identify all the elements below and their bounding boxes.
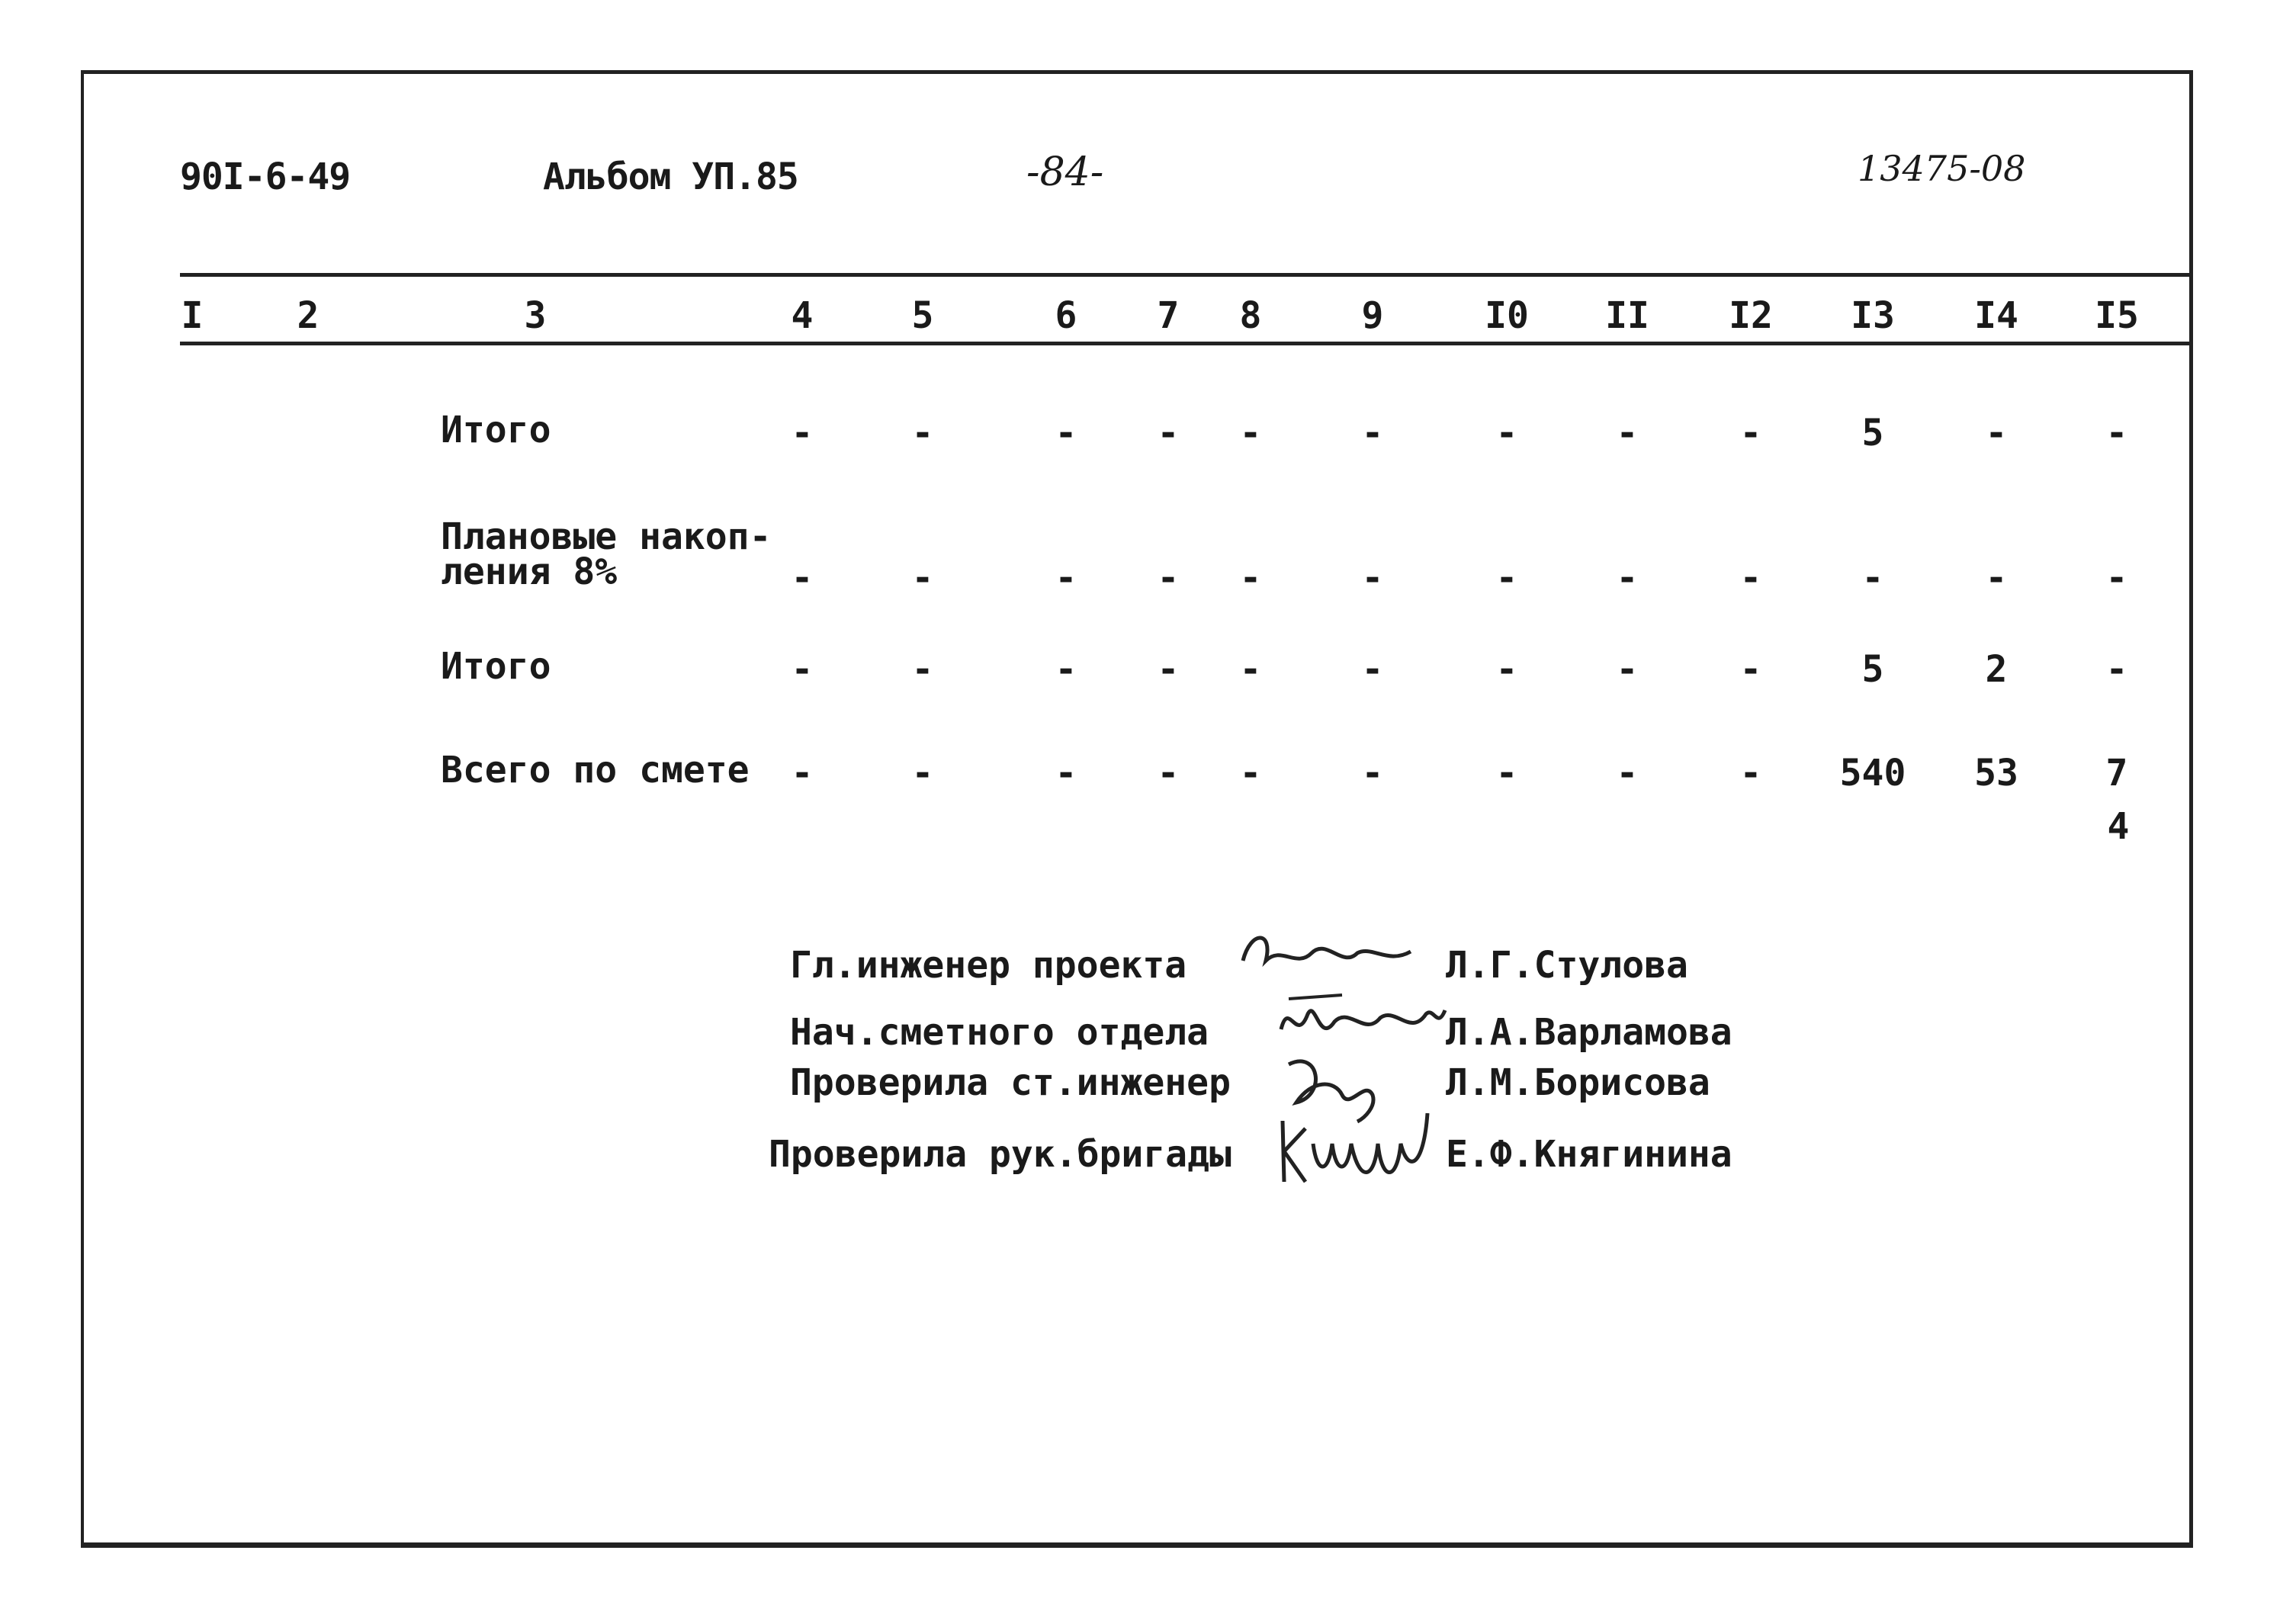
column-number: 4	[791, 294, 814, 337]
header-bottom-rule	[180, 342, 2193, 345]
row-label-planned-savings-line2: ления 8%	[441, 550, 618, 593]
column-number: 2	[297, 294, 320, 337]
header-top-rule	[180, 273, 2193, 277]
table-cell: -	[1739, 557, 1762, 599]
column-number: 7	[1157, 294, 1180, 337]
table-cell: -	[1361, 752, 1384, 794]
table-cell: -	[1495, 752, 1518, 794]
column-number: I0	[1485, 294, 1529, 337]
row-label-itogo-1: Итого	[441, 409, 551, 451]
signature-name: Л.М.Борисова	[1446, 1061, 1710, 1104]
album-title: Альбом УП.85	[543, 156, 798, 198]
table-cell: 540	[1839, 752, 1906, 794]
table-cell: -	[1616, 412, 1639, 454]
table-cell: -	[1157, 752, 1180, 794]
signature-name: Л.А.Варламова	[1446, 1011, 1732, 1054]
table-cell: -	[791, 557, 814, 599]
column-number: 8	[1239, 294, 1262, 337]
column-number: II	[1605, 294, 1649, 337]
handwritten-signature-mark	[1275, 1098, 1443, 1197]
signature-role: Проверила ст.инженер	[790, 1061, 1231, 1104]
column-number: I3	[1851, 294, 1895, 337]
table-cell: -	[1361, 557, 1384, 599]
table-cell: -	[2105, 648, 2128, 691]
handwritten-signature-mark	[1273, 984, 1449, 1060]
page-frame	[81, 70, 2193, 1548]
table-cell: -	[911, 557, 934, 599]
table-cell-extra: 4	[2107, 805, 2130, 848]
table-cell: -	[1616, 557, 1639, 599]
table-cell: -	[1985, 412, 2008, 454]
table-cell: -	[791, 412, 814, 454]
table-cell: -	[1361, 648, 1384, 691]
document-number: 13475-08	[1858, 148, 2026, 189]
table-cell: 2	[1985, 648, 2008, 691]
column-number: I4	[1974, 294, 2018, 337]
table-cell: -	[1739, 752, 1762, 794]
table-cell: -	[1055, 557, 1077, 599]
table-cell: -	[1239, 752, 1262, 794]
table-cell: -	[1239, 557, 1262, 599]
table-cell: -	[1055, 752, 1077, 794]
column-number: I5	[2095, 294, 2139, 337]
table-cell: 5	[1861, 412, 1884, 454]
handwritten-signature-mark	[1235, 923, 1418, 984]
table-cell: -	[911, 648, 934, 691]
table-cell: 5	[1861, 648, 1884, 691]
table-cell: -	[791, 648, 814, 691]
table-cell: -	[1739, 412, 1762, 454]
project-code: 90I-6-49	[180, 156, 351, 198]
table-cell: -	[1495, 648, 1518, 691]
table-cell: -	[1239, 412, 1262, 454]
table-cell: -	[1495, 412, 1518, 454]
table-cell: -	[1157, 648, 1180, 691]
table-cell: -	[1157, 557, 1180, 599]
column-number: 9	[1361, 294, 1384, 337]
table-cell: 7	[2105, 752, 2128, 794]
signature-role: Гл.инженер проекта	[790, 944, 1187, 987]
column-number: I	[181, 294, 204, 337]
table-cell: -	[1616, 648, 1639, 691]
column-number: 5	[911, 294, 934, 337]
table-cell: -	[911, 412, 934, 454]
table-cell: -	[1361, 412, 1384, 454]
table-cell: -	[791, 752, 814, 794]
table-cell: -	[1157, 412, 1180, 454]
row-label-planned-savings: Плановые накоп-	[441, 515, 772, 558]
table-cell: -	[1616, 752, 1639, 794]
table-cell: -	[2105, 557, 2128, 599]
signature-role: Проверила рук.бригады	[769, 1133, 1231, 1176]
column-number: 6	[1055, 294, 1077, 337]
column-number: I2	[1729, 294, 1773, 337]
signature-name: Л.Г.Стулова	[1446, 944, 1688, 987]
table-cell: -	[1055, 648, 1077, 691]
table-cell: 53	[1974, 752, 2018, 794]
table-cell: -	[1739, 648, 1762, 691]
row-label-itogo-2: Итого	[441, 645, 551, 688]
page-number: -84-	[1026, 149, 1104, 195]
table-cell: -	[1055, 412, 1077, 454]
row-label-total-estimate: Всего по смете	[441, 749, 750, 791]
table-cell: -	[1861, 557, 1884, 599]
table-cell: -	[1495, 557, 1518, 599]
table-cell: -	[911, 752, 934, 794]
table-cell: -	[1239, 648, 1262, 691]
table-cell: -	[2105, 412, 2128, 454]
signature-name: Е.Ф.Княгинина	[1446, 1133, 1732, 1176]
signature-role: Нач.сметного отдела	[790, 1011, 1209, 1054]
table-cell: -	[1985, 557, 2008, 599]
column-number: 3	[524, 294, 547, 337]
